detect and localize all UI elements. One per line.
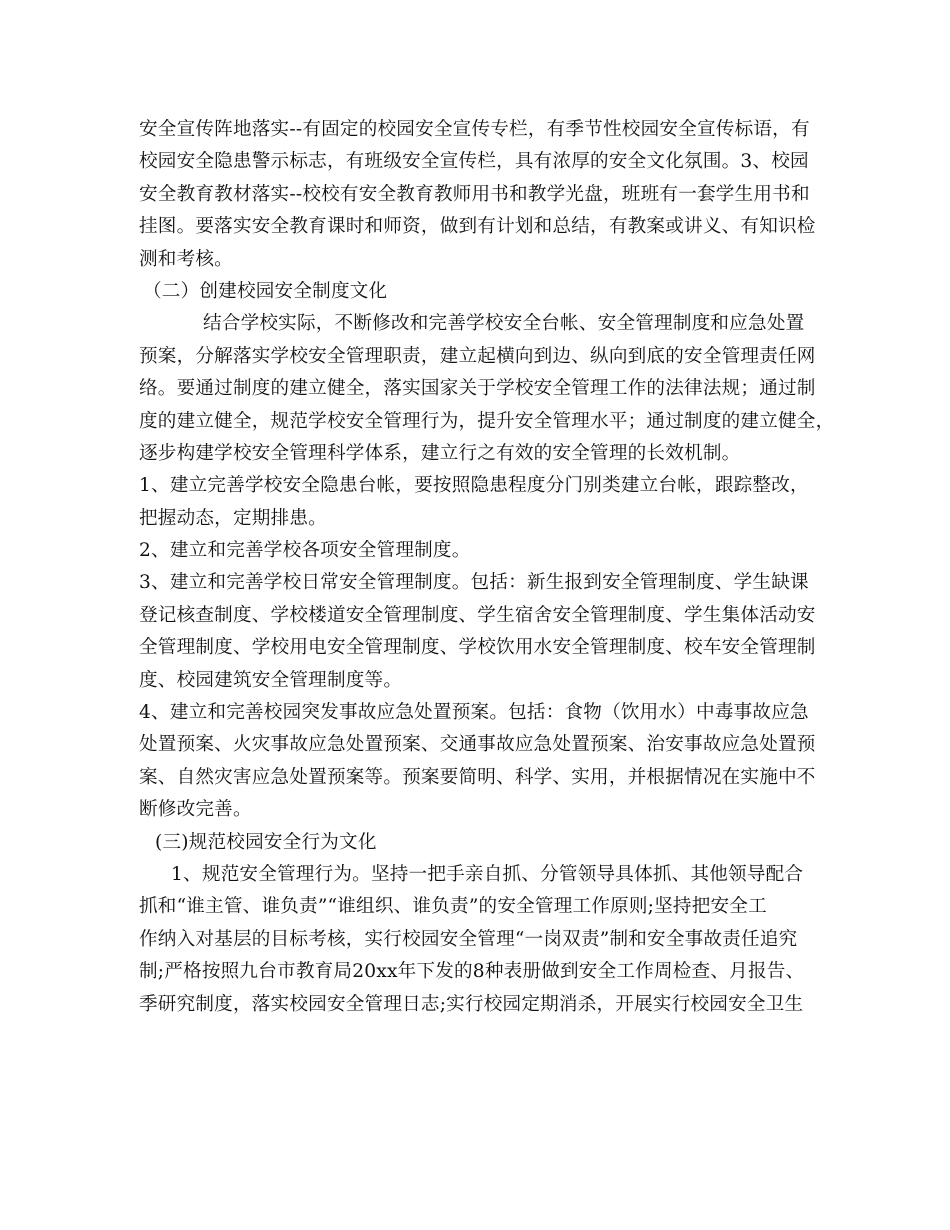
list-item-line: 3、建立和完善学校日常安全管理制度。包括：新生报到安全管理制度、学生缺课 [139, 572, 809, 594]
paragraph-line: 制;严格按照九台市教育局20xx年下发的8种表册做到安全工作周检查、月报告、 [139, 961, 805, 983]
paragraph-line: 安全教育教材落实--校校有安全教育教师用书和教学光盘，班班有一套学生用书和 [139, 183, 810, 205]
list-item-line: 案、自然灾害应急处置预案等。预案要简明、科学、实用，并根据情况在实施中不 [139, 766, 816, 788]
list-item-line: 登记核查制度、学校楼道安全管理制度、学生宿舍安全管理制度、学生集体活动安 [139, 604, 816, 626]
document-body [139, 114, 835, 1021]
list-item-line: 度、校园建筑安全管理制度等。 [139, 669, 403, 691]
list-item-line: 处置预案、火灾事故应急处置预案、交通事故应急处置预案、治安事故应急处置预 [139, 734, 816, 756]
list-item-line: 2、建立和完善学校各项安全管理制度。 [139, 540, 471, 562]
paragraph-line: 1、规范安全管理行为。坚持一把手亲自抓、分管领导具体抓、其他领导配合 [171, 863, 804, 885]
paragraph-line: 度的建立健全，规范学校安全管理行为，提升安全管理水平；通过制度的建立健全， [139, 410, 835, 432]
list-item-line: 4、建立和完善校园突发事故应急处置预案。包括：食物（饮用水）中毒事故应急 [139, 702, 809, 724]
list-item-line: 把握动态，定期排患。 [139, 507, 327, 529]
paragraph-line: 抓和“谁主管、谁负责”“谁组织、谁负责”的安全管理工作原则;坚持把安全工 [139, 896, 767, 918]
list-item-line: 全管理制度、学校用电安全管理制度、学校饮用水安全管理制度、校车安全管理制 [139, 637, 816, 659]
list-item-line: 断修改完善。 [139, 799, 252, 821]
paragraph-line: 测和考核。 [139, 248, 233, 270]
paragraph-line: 校园安全隐患警示标志，有班级安全宣传栏，具有浓厚的安全文化氛围。3、校园 [139, 151, 809, 173]
paragraph-line: 季研究制度，落实校园安全管理日志;实行校园定期消杀，开展实行校园安全卫生 [139, 993, 804, 1015]
paragraph-line: 预案，分解落实学校安全管理职责，建立起横向到边、纵向到底的安全管理责任网 [139, 345, 816, 367]
paragraph-line: 安全宣传阵地落实--有固定的校园安全宣传专栏，有季节性校园安全宣传标语，有 [139, 119, 810, 140]
paragraph-line: 作纳入对基层的目标考核，实行校园安全管理“一岗双责”制和安全事故责任追究 [139, 928, 798, 950]
paragraph-line: 挂图。要落实安全教育课时和师资，做到有计划和总结，有教案或讲义、有知识检 [139, 216, 816, 238]
paragraph-line: 结合学校实际，不断修改和完善学校安全台帐、安全管理制度和应急处置 [203, 313, 805, 335]
section-heading-3: (三)规范校园安全行为文化 [155, 831, 377, 853]
list-item-line: 1、建立完善学校安全隐患台帐，要按照隐患程度分门别类建立台帐，跟踪整改， [139, 475, 809, 497]
paragraph-line: 络。要通过制度的建立健全，落实国家关于学校安全管理工作的法律法规；通过制 [139, 378, 816, 400]
paragraph-line: 逐步构建学校安全管理科学体系，建立行之有效的安全管理的长效机制。 [139, 442, 741, 464]
section-heading-2: （二）创建校园安全制度文化 [143, 280, 388, 302]
